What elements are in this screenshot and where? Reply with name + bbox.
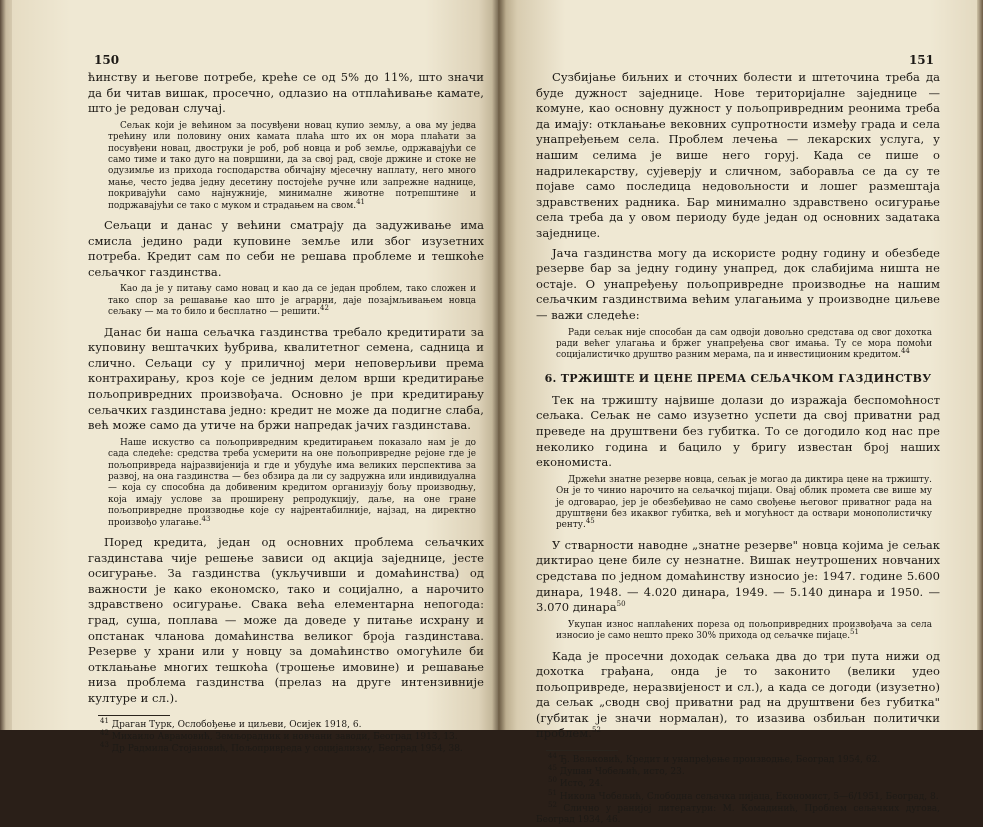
paragraph: Данас би наша сељачка газдинства требало кредитирати за куповину вештачких ђубрива, квалитетног семена, садница и слично. Сељаци су у приличној мери неповерљиви према контрахирању, кроз које се једним делом врши кредитирање пољопривредних произвођача. Основно је при кредитирању сељачких газдинстава једно: кредит не може да подигне слаба, већ може само да утиче на бржи напредак јачих газдинстава.	[88, 324, 484, 433]
footnote-ref: 43	[201, 514, 211, 523]
footnote-ref: 42	[320, 304, 329, 313]
footnote	[88, 728, 484, 743]
footnote-number: 51	[548, 788, 557, 797]
footnote-text: Исто, 24.	[559, 779, 604, 790]
footnote-ref: 51	[850, 628, 859, 637]
footnote	[88, 740, 484, 755]
footnote-number: 52	[548, 800, 557, 809]
block-quote	[108, 284, 476, 318]
page-edge	[977, 0, 983, 730]
footnote-number: 41	[100, 716, 109, 725]
quote-text: Укупан износ наплаћених пореза од пољопривредних произвођача за села износио је само нешто преко 30% прихода од сељачке пијаце.	[556, 619, 932, 642]
footnote-ref: 50	[616, 600, 626, 609]
block-quote	[108, 121, 476, 212]
page-number-left: 150	[94, 53, 120, 67]
left-page	[12, 0, 498, 754]
right-page	[498, 0, 978, 826]
footnote-number: 44	[548, 752, 557, 761]
footnote-text: Михаило Аврамовић, Земљорадник и новчани заводи, Београд 1913, 13.	[111, 731, 458, 742]
footnote-number: 50	[548, 776, 557, 785]
block-quote	[108, 438, 476, 529]
paragraph: Сузбијање биљних и сточних болести и штеточина треба да буде дужност заједнице. Нове територијалне заједнице — комуне, као основну дужност у пољопривредним реонима треба да имају: отклањање вековних супротности између града и села унапређењем села. Проблем лечења — лекарских услуга, у нашим селима је више него горуј. Када се пише о надрилекарству, сујеверју и сличном, заборавља се да су те појаве само последица недовољности и лошег размештаја здравствених радника. Бар минимално здравствено осигурање села треба да у овом периоду буде један од основних задатака заједнице.	[536, 70, 940, 240]
paragraph: Поред кредита, један од основних проблема сељачких газдинстава чије решење зависи од акција заједнице, јесте осигурање. За газдинства (укључивши и домаћинства) од важности је како економско, тако и социјално, а нарочито здравствено осигурање. Свака већа елементарна непогода: град, суша, поплава — може да доведе у питање исхрану и опстанак чланова домаћинства великог броја газдинстава. Резерве у храни или у новцу за домаћинство омогућиле би отклањање многих тешкоћа (трошење имовине) и решавање низа проблема газдинства (прелаз на друге интензивније културе и сл.).	[88, 535, 484, 705]
block-quote	[556, 620, 932, 643]
footnote-number: 42	[100, 728, 109, 737]
quote-text: Сељак који је већином за посувђени новац купио земљу, а ова му једва трећину или половину оних камата плаћа што их он мора плаћати за посувђени новац, двоструки је роб, роб новца и роб земље, одржавајући се само тиме и тако дуго на површини, да за свој рад, своје држине и стоке не одузимље из прихода господарства обичајну мјесечну наплату, него много мање, често једва једну десетину постојеће ручне или запрежне наднице, покривајући само најнужније, минималне животне потрепштине и подржавајући се тако с муком и страдањем на свом.	[108, 120, 476, 211]
paragraph-text: У стварности наводне „знатне резерве" новца којима је сељак диктирао цене биле су незнатне. Вишак неутрошених новчаних средстава по једном домаћинству износио је: 1947. године 5.600 динара, 1948. — 4.020 динара, 1949. — 5.140 динара и 1950. — 3.070 динара	[536, 537, 940, 615]
footnote-text: Ђ. Вељковић, Кредит и унапређење производње, Београд 1954, 62.	[559, 755, 881, 766]
footnote	[536, 764, 940, 778]
footnote-ref: 52	[592, 726, 602, 735]
paragraph-text: Када је просечни доходак сељака два до три пута нижи од дохотка грађана, онда је то законито (велики удео пољопривреде, неразвијеност и сл.), а када се догоди (изузетно) да сељак „сводн свој приватни рад на друштвени без губитка" (губитак је значи нормалан), то изазива озбиљан политички проблем.	[536, 648, 940, 741]
footnote-number: 43	[100, 740, 109, 749]
quote-text: Ради сељак није способан да сам одвоји довољно средстава од свог дохотка ради већег улагања и бржег унапређења свог имања. Ту се мора помоћи социјалистичко друштво разним мерама, па и инвестиционим кредитом.	[556, 327, 932, 361]
quote-text: Као да је у питању само новац и као да се један проблем, тако сложен и тако спор за решавање као што је аграрни, даје позајмљивањем новца сељаку — ма то било и бесплатно — решити.	[108, 284, 476, 318]
footnote-ref: 45	[585, 517, 595, 526]
paragraph: ћинству и његове потребе, креће се од 5% до 11%, што значи да би читав вишак, просечно, одлазио на отплаћивање камате, што је редован случај.	[88, 70, 484, 116]
footnote-text: Драган Турк, Ослобођење и циљеви, Осијек 1918, 6.	[111, 719, 362, 730]
footnote-text: Слично у ранијој литератури: М. Комадинић, Проблем сељачких дугова, Београд 1934, 46.	[536, 803, 940, 826]
quote-text: Држећи знатне резерве новца, сељак је могао да диктира цене на тржишту. Он је то чинио нарочито на сељачкој пијаци. Овај облик промета све више му је одговарао, јер је обезбеђивао не само свођење његовог приватног рада на друштвени без икаквог губитка, већ и могућност да оствари монополистичку ренту.	[556, 474, 932, 531]
block-quote	[556, 328, 932, 362]
footnote	[88, 716, 484, 731]
footnote	[536, 788, 940, 803]
footnote	[536, 800, 940, 826]
block-quote	[556, 475, 932, 532]
quote-text: Наше искуство са пољопривредним кредитирањем показало нам је до сада следеће: средства треба усмерити на оне пољопривредне рејоне где је пољопривреда најразвијенија и где и убудуће има великих перспектива за развој, на она газдинства — без обзира да ли су задружна или индивидуална — која су способна да добивеним кредитом организују бољу производњу, која имају услове за проширену репродукцију, даље, на оне гране пољопривредне производње које су најрентабилније, најзад, на директно произвођо улагање.	[108, 437, 476, 528]
paragraph	[536, 538, 940, 616]
paragraph: Тек на тржишту највише долази до изражаја беспомоћност сељака. Сељак не само изузетно успети да свој приватни рад преведе на друштвени без губитка. То се догодило код нас пре неколико година и бацило у бригу известан број наших економиста.	[536, 392, 940, 470]
section-heading: 6. ТРЖИШТЕ И ЦЕНЕ ПРЕМА СЕЉАЧКОМ ГАЗДИНСТВУ	[544, 371, 932, 385]
footnote-ref: 41	[356, 197, 366, 206]
page-number-right: 151	[908, 53, 934, 67]
footnote-number: 45	[548, 764, 557, 773]
paragraph: Јача газдинства могу да искористе родну годину и обезбеде резерве бар за једну годину унапред, док слабијима ништа не остаје. О унапређењу пољопривредне производње на нашим сељачким газдинствима већим улагањима у производне циљеве — важи следеће:	[536, 245, 940, 322]
footnote	[536, 776, 940, 790]
footnote-text: Душан Чобељић, исто, 23.	[559, 767, 685, 778]
right-page-content	[536, 70, 940, 827]
footnote	[536, 752, 940, 766]
book-gutter	[492, 0, 506, 730]
footnote-ref: 44	[900, 347, 910, 356]
footnote-divider	[546, 750, 618, 751]
footnote-divider	[98, 715, 170, 716]
footnote-text: Никола Чобељић, Слободна сељачка пијаца, Економист, 5—6/1951, Београд, 8.	[559, 791, 939, 802]
left-page-content	[88, 70, 484, 756]
paragraph: Сељаци и данас у већини сматрају да задуживање има смисла једино ради куповине земље или због изузетних потреба. Кредит сам по себи не решава проблеме и тешкоће сељачког газдинства.	[88, 218, 484, 279]
footnote-text: Др Радмила Стојановић, Пољопривреда у социјализму, Београд 1954, 38.	[111, 743, 463, 754]
paragraph	[536, 649, 940, 743]
